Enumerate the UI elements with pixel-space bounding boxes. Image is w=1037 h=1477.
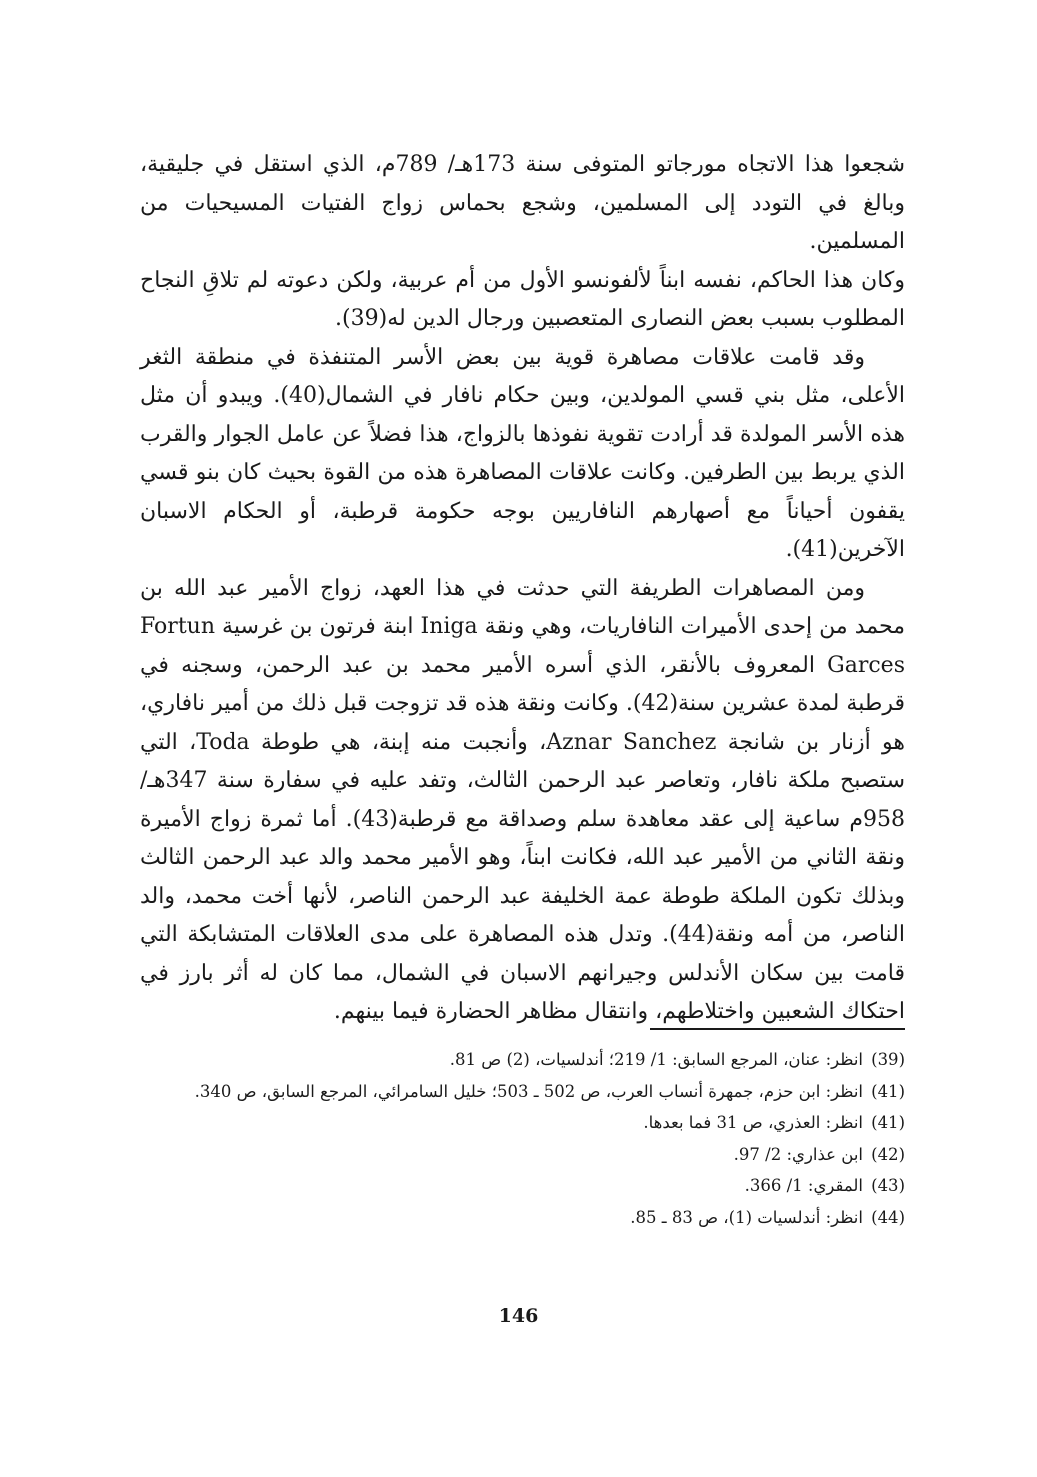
footnotes (140, 1044, 905, 1233)
footnote-number: (43) (871, 1176, 905, 1195)
paragraph-4: ومن المصاهرات الطريفة التي حدثت في هذا العهد، زواج الأمير عبد الله بن محمد من إحدى الأميرات النافاريات، وهي ونقة Iniga ابنة فرتون بن غرسية Fortun Garces المعروف بالأنقر، الذي أسره الأمير محمد بن عبد الرحمن، وسجنه في قرطبة لمدة عشرين سنة(42). وكانت ونقة هذه قد تزوجت قبل ذلك من أمير نافاري، هو أزنار بن شانجة Aznar Sanchez، وأنجبت منه إبنة، هي طوطة Toda، التي ستصبح ملكة نافار، وتعاصر عبد الرحمن الثالث، وتفد عليه في سفارة سنة 347هـ/ 958م ساعية إلى عقد معاهدة سلم وصداقة مع قرطبة(43). أما ثمرة زواج الأميرة ونقة الثاني من الأمير عبد الله، فكانت ابناً، وهو الأمير محمد والد عبد الرحمن الثالث وبذلك تكون الملكة طوطة عمة الخليفة عبد الرحمن الناصر، لأنها أخت محمد، والد الناصر، من أمه ونقة(44). وتدل هذه المصاهرة على مدى العلاقات المتشابكة التي قامت بين سكان الأندلس وجيرانهم الاسبان في الشمال، مما كان له أثر بارز في احتكاك الشعبين واختلاطهم، وانتقال مظاهر الحضارة فيما بينهم. (140, 575, 906, 1024)
footnote-item (140, 1139, 905, 1171)
footnote-text: انظر: ابن حزم، جمهرة أنساب العرب، ص 502 ـ 503؛ خليل السامرائي، المرجع السابق، ص 340. (194, 1081, 863, 1101)
footnote-item (140, 1202, 905, 1234)
footnote-text: المقري: 1/ 366. (744, 1176, 863, 1195)
footnote-separator (650, 1028, 905, 1030)
paragraph-3: وقد قامت علاقات مصاهرة قوية بين بعض الأسر المتنفذة في منطقة الثغر الأعلى، مثل بني قسي المولدين، وبين حكام نافار في الشمال(40). ويبدو أن مثل هذه الأسر المولدة قد أرادت تقوية نفوذها بالزواج، هذا فضلاً عن عامل الجوار والقرب الذي يربط بين الطرفين. وكانت علاقات المصاهرة هذه من القوة بحيث كان بنو قسي يقفون أحياناً مع أصهارهم النافاريين بوجه حكومة قرطبة، أو الحكام الاسبان الآخرين(41). (140, 344, 906, 562)
footnote-item (140, 1170, 905, 1202)
footnote-number: (42) (871, 1144, 905, 1164)
footnote-item (140, 1076, 905, 1108)
footnote-text: انظر: العذري، ص 31 فما بعدها. (643, 1113, 863, 1132)
main-text (140, 146, 905, 1032)
paragraph-1: شجعوا هذا الاتجاه مورجاتو المتوفى سنة 173هـ/ 789م، الذي استقل في جليقية، وبالغ في التودد إلى المسلمين، وشجع بحماس زواج الفتيات المسيحيات من المسلمين. (140, 152, 905, 254)
footnote-item (140, 1107, 905, 1139)
paragraph-2: وكان هذا الحاكم، نفسه ابناً لألفونسو الأول من أم عربية، ولكن دعوته لم تلاقِ النجاح المطلوب بسبب بعض النصارى المتعصبين ورجال الدين له(39). (140, 267, 905, 331)
footnote-item (140, 1044, 905, 1076)
footnote-number: (39) (871, 1050, 905, 1069)
page-number: 146 (498, 1305, 539, 1327)
footnote-number: (41) (871, 1081, 905, 1101)
footnote-number: (41) (871, 1113, 905, 1132)
footnote-text: انظر: عنان، المرجع السابق: 1/ 219؛ أندلسيات، (2) ص 81. (449, 1050, 863, 1069)
footnote-text: انظر: أندلسيات (1)، ص 83 ـ 85. (630, 1207, 863, 1227)
footnote-number: (44) (871, 1207, 905, 1227)
footnote-text: ابن عذاري: 2/ 97. (733, 1144, 863, 1164)
